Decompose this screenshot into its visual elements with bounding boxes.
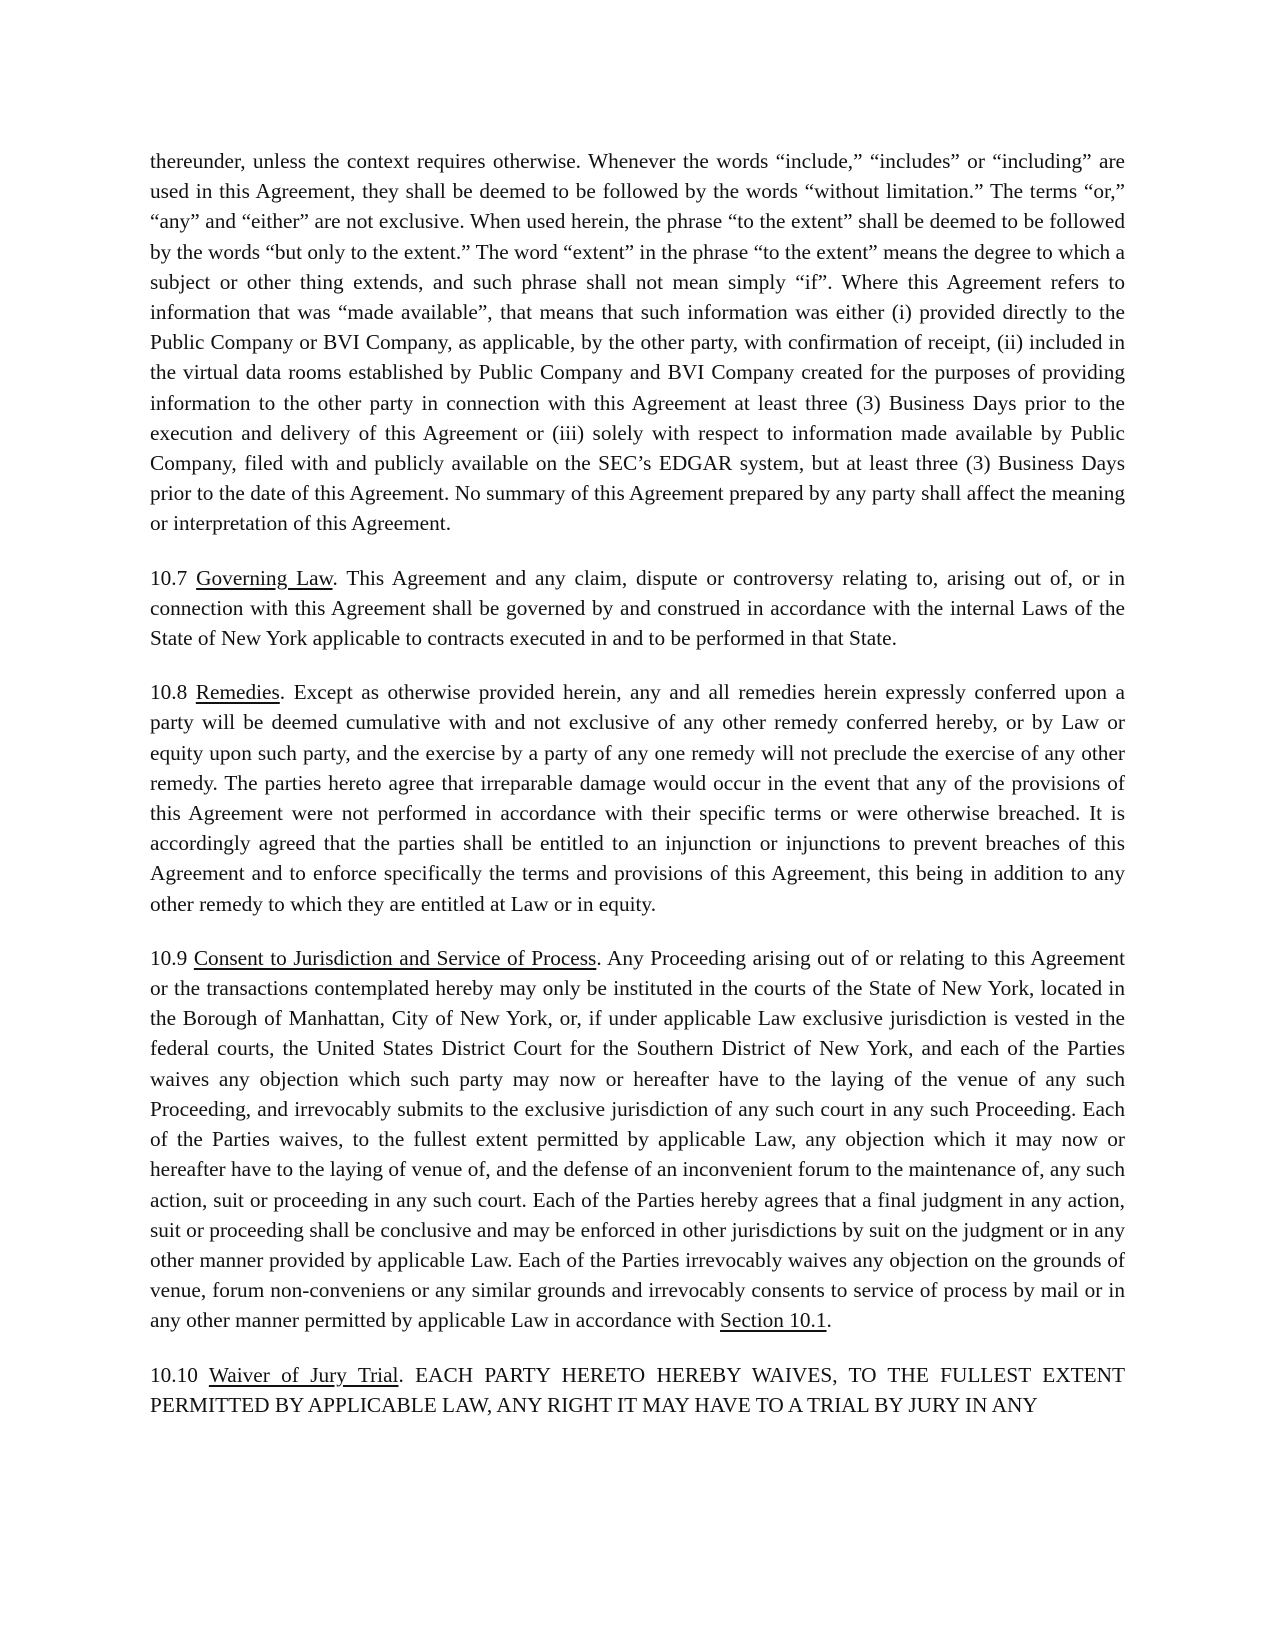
section-number: 10.9 xyxy=(150,945,188,970)
section-body: . Except as otherwise provided herein, any and all remedies herein expressly conferred upon a party will be deemed cumulative with and not exclusive of any other remedy conferred hereby, or by Law or equity upon such party, and the exercise by a party of any one remedy will not preclude the exercise of any other remedy. The parties hereto agree that irreparable damage would occur in the event that any of the provisions of this Agreement were not performed in accordance with their specific terms or were otherwise breached. It is accordingly agreed that the parties shall be entitled to an injunction or injunctions to prevent breaches of this Agreement and to enforce specifically the terms and provisions of this Agreement, this being in addition to any other remedy to which they are entitled at Law or in equity. xyxy=(150,680,1125,916)
document-page xyxy=(150,146,1125,1444)
section-heading: Remedies xyxy=(195,680,280,705)
section-10-7 xyxy=(150,563,1125,654)
continuation-paragraph xyxy=(150,146,1125,539)
section-10-8 xyxy=(150,677,1125,919)
section-heading: Governing Law xyxy=(196,565,333,590)
section-body-tail: . xyxy=(826,1308,832,1333)
continuation-text: thereunder, unless the context requires otherwise. Whenever the words “include,” “includes” or “including” are used in this Agreement, they shall be deemed to be followed by the words “without limitation.” The terms “or,” “any” and “either” are not exclusive. When used herein, the phrase “to the extent” shall be deemed to be followed by the words “but only to the extent.” The word “extent” in the phrase “to the extent” means the degree to which a subject or other thing extends, and such phrase shall not mean simply “if”. Where this Agreement refers to information that was “made available”, that means that such information was either (i) provided directly to the Public Company or BVI Company, as applicable, by the other party, with confirmation of receipt, (ii) included in the virtual data rooms established by Public Company and BVI Company created for the purposes of providing information to the other party in connection with this Agreement at least three (3) Business Days prior to the execution and delivery of this Agreement or (iii) solely with respect to information made available by Public Company, filed with and publicly available on the SEC’s EDGAR system, but at least three (3) Business Days prior to the date of this Agreement. No summary of this Agreement prepared by any party shall affect the meaning or interpretation of this Agreement. xyxy=(150,149,1125,536)
section-10-9 xyxy=(150,943,1125,1336)
section-body: . EACH PARTY HERETO HEREBY WAIVES, TO THE FULLEST EXTENT PERMITTED BY APPLICABLE LAW, ANY RIGHT IT MAY HAVE TO A TRIAL BY JURY IN ANY xyxy=(150,1362,1125,1417)
section-10-10 xyxy=(150,1360,1125,1420)
section-number: 10.10 xyxy=(150,1362,198,1387)
section-heading: Waiver of Jury Trial xyxy=(208,1362,399,1387)
section-heading: Consent to Jurisdiction and Service of Process xyxy=(193,945,597,970)
section-body: . Any Proceeding arising out of or relating to this Agreement or the transactions contemplated hereby may only be instituted in the courts of the State of New York, located in the Borough of Manhattan, City of New York, or, if under applicable Law exclusive jurisdiction is vested in the federal courts, the United States District Court for the Southern District of New York, and each of the Parties waives any objection which such party may now or hereafter have to the laying of the venue of any such Proceeding, and irrevocably submits to the exclusive jurisdiction of any such court in any such Proceeding. Each of the Parties waives, to the fullest extent permitted by applicable Law, any objection which it may now or hereafter have to the laying of venue of, and the defense of an inconvenient forum to the maintenance of, any such action, suit or proceeding in any such court. Each of the Parties hereby agrees that a final judgment in any action, suit or proceeding shall be conclusive and may be enforced in other jurisdictions by suit on the judgment or in any other manner provided by applicable Law. Each of the Parties irrevocably waives any objection on the grounds of venue, forum non-conveniens or any similar grounds and irrevocably consents to service of process by mail or in any other manner permitted by applicable Law in accordance with xyxy=(150,945,1125,1333)
section-number: 10.7 xyxy=(150,565,188,590)
section-cross-reference: Section 10.1 xyxy=(720,1308,827,1333)
section-number: 10.8 xyxy=(150,680,188,705)
section-body: . This Agreement and any claim, dispute or controversy relating to, arising out of, or in connection with this Agreement shall be governed by and construed in accordance with the internal Laws of the State of New York applicable to contracts executed in and to be performed in that State. xyxy=(150,565,1125,651)
